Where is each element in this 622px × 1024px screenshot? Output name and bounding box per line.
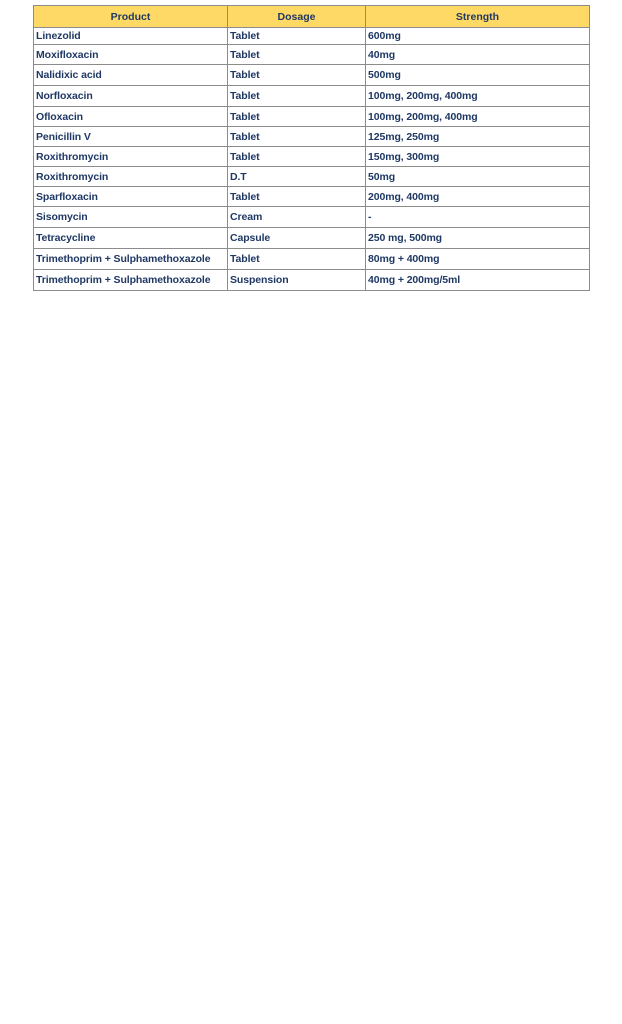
header-strength: Strength [366, 6, 590, 28]
cell-dosage: Suspension [228, 270, 366, 291]
cell-strength: 500mg [366, 65, 590, 86]
table-row [34, 207, 590, 228]
cell-product: Nalidixic acid [34, 65, 228, 86]
cell-dosage: Tablet [228, 86, 366, 107]
header-product: Product [34, 6, 228, 28]
cell-product: Trimethoprim + Sulphamethoxazole [34, 249, 228, 270]
table-row [34, 249, 590, 270]
cell-strength: 100mg, 200mg, 400mg [366, 107, 590, 127]
table-row [34, 270, 590, 291]
cell-strength: 100mg, 200mg, 400mg [366, 86, 590, 107]
cell-product: Moxifloxacin [34, 45, 228, 65]
table-row [34, 228, 590, 249]
cell-product: Linezolid [34, 28, 228, 45]
product-table-container [33, 5, 589, 291]
cell-product: Norfloxacin [34, 86, 228, 107]
table-row [34, 147, 590, 167]
cell-strength: - [366, 207, 590, 228]
cell-product: Roxithromycin [34, 167, 228, 187]
cell-strength: 40mg [366, 45, 590, 65]
cell-product: Ofloxacin [34, 107, 228, 127]
cell-strength: 125mg, 250mg [366, 127, 590, 147]
cell-strength: 150mg, 300mg [366, 147, 590, 167]
table-header-row [34, 6, 590, 28]
cell-strength: 200mg, 400mg [366, 187, 590, 207]
cell-strength: 40mg + 200mg/5ml [366, 270, 590, 291]
table-row [34, 127, 590, 147]
table-row [34, 86, 590, 107]
cell-product: Sparfloxacin [34, 187, 228, 207]
cell-dosage: Tablet [228, 65, 366, 86]
header-dosage: Dosage [228, 6, 366, 28]
table-row [34, 167, 590, 187]
cell-strength: 600mg [366, 28, 590, 45]
table-row [34, 28, 590, 45]
cell-dosage: Tablet [228, 45, 366, 65]
cell-product: Trimethoprim + Sulphamethoxazole [34, 270, 228, 291]
cell-dosage: Tablet [228, 28, 366, 45]
cell-strength: 250 mg, 500mg [366, 228, 590, 249]
cell-dosage: Tablet [228, 147, 366, 167]
product-table [33, 5, 590, 291]
cell-dosage: Tablet [228, 187, 366, 207]
cell-strength: 80mg + 400mg [366, 249, 590, 270]
table-row [34, 65, 590, 86]
cell-dosage: Tablet [228, 127, 366, 147]
cell-dosage: Capsule [228, 228, 366, 249]
cell-product: Roxithromycin [34, 147, 228, 167]
cell-product: Sisomycin [34, 207, 228, 228]
cell-dosage: Tablet [228, 107, 366, 127]
table-row [34, 187, 590, 207]
table-row [34, 45, 590, 65]
cell-product: Tetracycline [34, 228, 228, 249]
table-row [34, 107, 590, 127]
cell-product: Penicillin V [34, 127, 228, 147]
cell-strength: 50mg [366, 167, 590, 187]
cell-dosage: Cream [228, 207, 366, 228]
cell-dosage: D.T [228, 167, 366, 187]
cell-dosage: Tablet [228, 249, 366, 270]
